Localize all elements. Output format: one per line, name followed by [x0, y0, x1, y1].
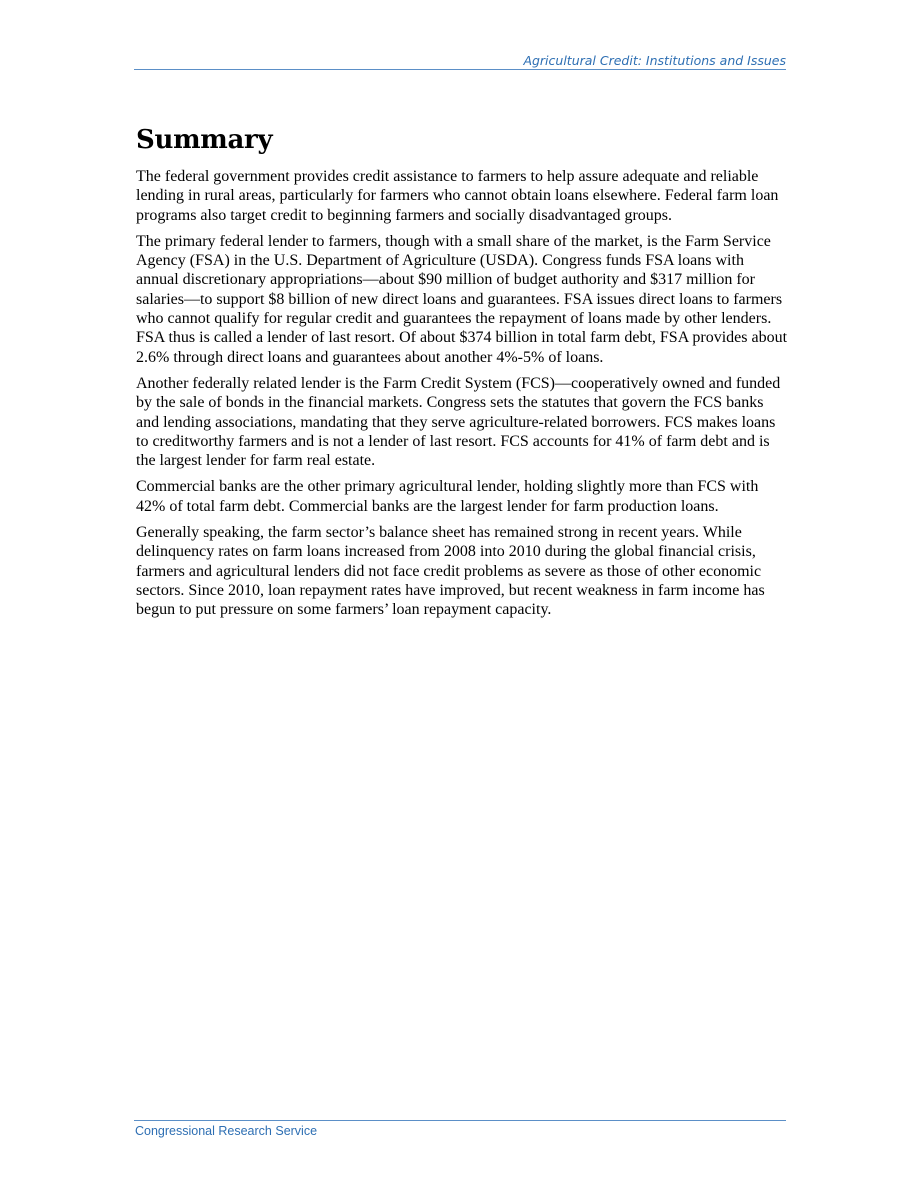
running-header	[134, 53, 786, 70]
summary-paragraph-1: The federal government provides credit assistance to farmers to help assure adequate and reliable lending in rural areas, particularly for farmers who cannot obtain loans elsewhere. Federal farm loan programs also target credit to beginning farmers and socially disadvantaged groups.	[136, 168, 779, 224]
summary-paragraph-5: Generally speaking, the farm sector’s balance sheet has remained strong in recent years. While delinquency rates on farm loans increased from 2008 into 2010 during the global financial crisis, farmers and agricultural lenders did not face credit problems as severe as those of other economic sectors. Since 2010, loan repayment rates have improved, but recent weakness in farm income has begun to put pressure on some farmers’ loan repayment capacity.	[136, 524, 765, 619]
summary-paragraph-4: Commercial banks are the other primary agricultural lender, holding slightly more than FCS with 42% of total farm debt. Commercial banks are the largest lender for farm production loans.	[136, 478, 759, 515]
running-footer	[134, 1120, 786, 1139]
summary-section	[136, 122, 788, 627]
section-heading: Summary	[136, 125, 273, 155]
running-header-title: Agricultural Credit: Institutions and Issues	[523, 53, 786, 68]
footer-publisher: Congressional Research Service	[135, 1124, 318, 1138]
summary-paragraph-2: The primary federal lender to farmers, though with a small share of the market, is the Farm Service Agency (FSA) in the U.S. Department of Agriculture (USDA). Congress funds FSA loans with annual discretionary appropriations—about $90 million of budget authority and $317 million for salaries—to support $8 billion of new direct loans and guarantees. FSA issues direct loans to farmers who cannot qualify for regular credit and guarantees the repayment of loans made by other lenders. FSA thus is called a lender of last resort. Of about $374 billion in total farm debt, FSA provides about 2.6% through direct loans and guarantees about another 4%-5% of loans.	[136, 232, 788, 366]
summary-paragraph-3: Another federally related lender is the Farm Credit System (FCS)—cooperatively owned and funded by the sale of bonds in the financial markets. Congress sets the statutes that govern the FCS banks and lending associations, mandating that they serve agriculture-related borrowers. FCS makes loans to creditworthy farmers and is not a lender of last resort. FCS accounts for 41% of farm debt and is the largest lender for farm real estate.	[136, 374, 781, 470]
